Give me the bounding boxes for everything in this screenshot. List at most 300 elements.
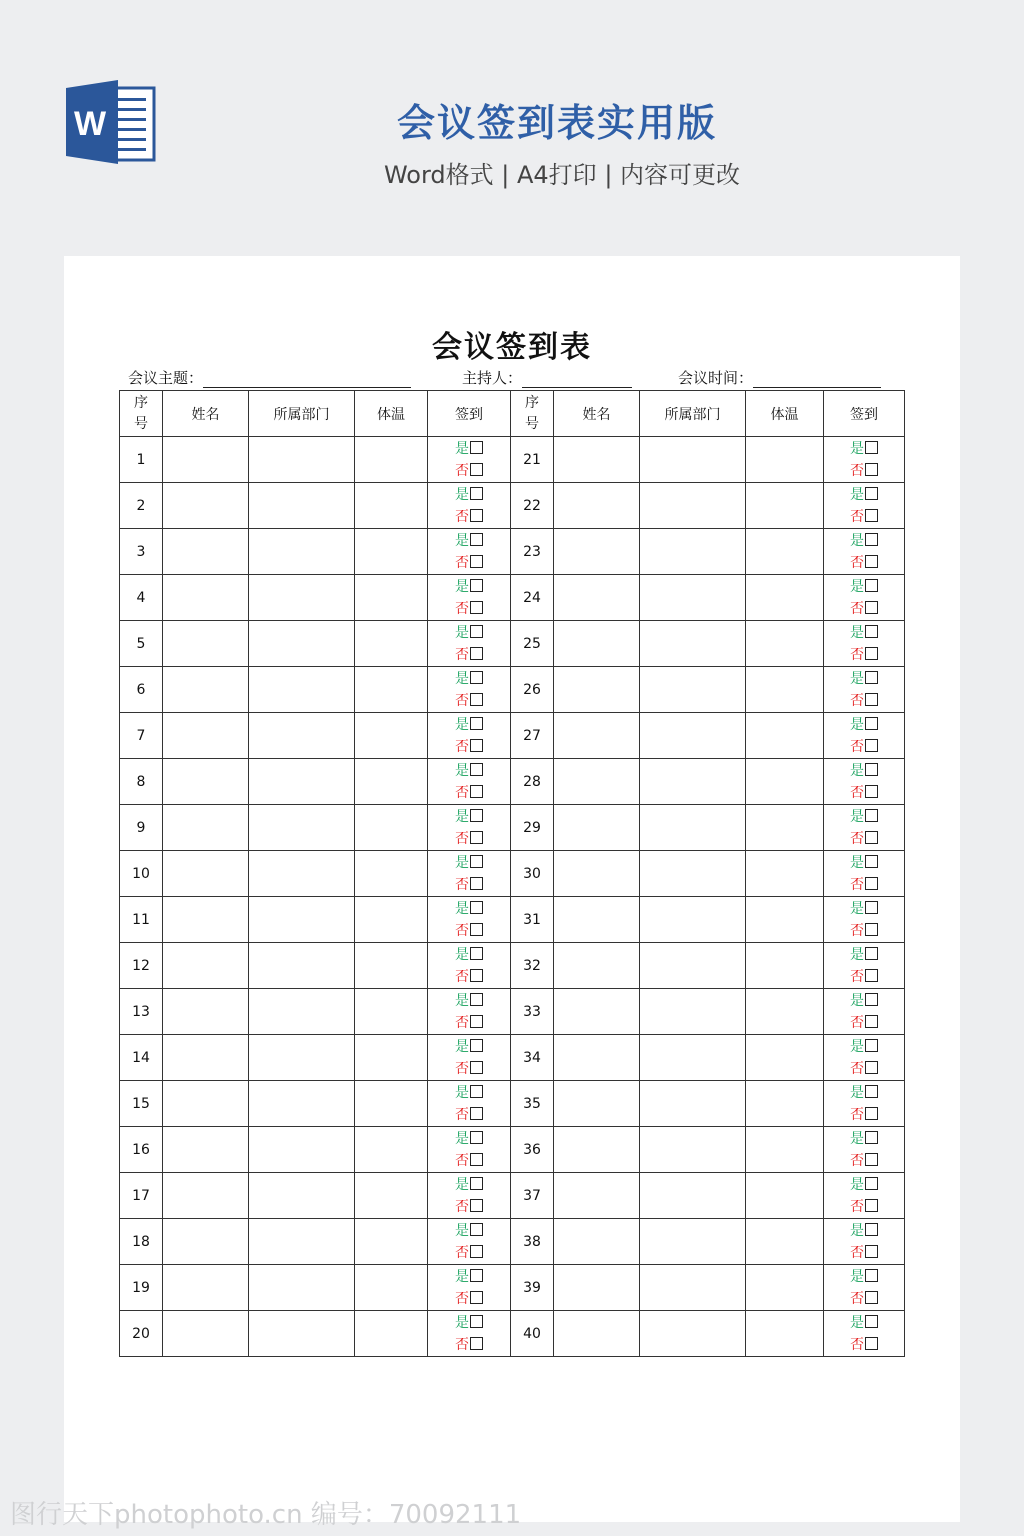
- department-cell[interactable]: [640, 805, 746, 851]
- yes-checkbox[interactable]: [470, 441, 483, 454]
- sign-no-option[interactable]: [428, 598, 510, 620]
- no-checkbox[interactable]: [470, 509, 483, 522]
- sign-no-option[interactable]: [824, 1196, 904, 1218]
- sign-no-option[interactable]: [824, 552, 904, 574]
- department-cell[interactable]: [640, 759, 746, 805]
- sign-no-option[interactable]: [428, 1058, 510, 1080]
- sign-yes-option[interactable]: [824, 806, 904, 828]
- name-cell[interactable]: [163, 1311, 249, 1357]
- sign-yes-option[interactable]: [428, 714, 510, 736]
- temperature-cell[interactable]: [355, 529, 428, 575]
- department-cell[interactable]: [249, 575, 355, 621]
- sign-yes-option[interactable]: [428, 852, 510, 874]
- sign-no-option[interactable]: [428, 782, 510, 804]
- sign-no-option[interactable]: [824, 1104, 904, 1126]
- department-cell[interactable]: [249, 713, 355, 759]
- no-checkbox[interactable]: [865, 923, 878, 936]
- seq-number: 29: [511, 805, 554, 851]
- yes-checkbox[interactable]: [470, 1315, 483, 1328]
- no-checkbox[interactable]: [865, 831, 878, 844]
- name-cell[interactable]: [554, 759, 640, 805]
- yes-checkbox[interactable]: [865, 1085, 878, 1098]
- temperature-cell[interactable]: [355, 713, 428, 759]
- department-cell[interactable]: [640, 897, 746, 943]
- sign-no-option[interactable]: [428, 1150, 510, 1172]
- yes-checkbox[interactable]: [865, 763, 878, 776]
- department-cell[interactable]: [640, 1311, 746, 1357]
- yes-checkbox[interactable]: [865, 1039, 878, 1052]
- sign-no-option[interactable]: [824, 598, 904, 620]
- no-checkbox[interactable]: [865, 1107, 878, 1120]
- yes-checkbox[interactable]: [865, 1177, 878, 1190]
- temperature-cell[interactable]: [355, 483, 428, 529]
- meeting-topic-line[interactable]: [203, 372, 411, 388]
- yes-checkbox[interactable]: [470, 993, 483, 1006]
- temperature-cell[interactable]: [746, 943, 824, 989]
- name-cell[interactable]: [163, 483, 249, 529]
- no-checkbox[interactable]: [865, 509, 878, 522]
- sign-yes-option[interactable]: [428, 622, 510, 644]
- yes-checkbox[interactable]: [865, 993, 878, 1006]
- name-cell[interactable]: [554, 437, 640, 483]
- department-cell[interactable]: [249, 1035, 355, 1081]
- host-field[interactable]: [462, 367, 632, 388]
- department-cell[interactable]: [249, 1219, 355, 1265]
- department-cell[interactable]: [640, 1081, 746, 1127]
- sign-yes-option[interactable]: [428, 1082, 510, 1104]
- name-cell[interactable]: [554, 943, 640, 989]
- yes-checkbox[interactable]: [865, 1223, 878, 1236]
- department-cell[interactable]: [249, 759, 355, 805]
- name-cell[interactable]: [163, 575, 249, 621]
- temperature-cell[interactable]: [746, 1219, 824, 1265]
- no-checkbox[interactable]: [865, 463, 878, 476]
- yes-checkbox[interactable]: [470, 533, 483, 546]
- no-checkbox[interactable]: [470, 463, 483, 476]
- sign-yes-option[interactable]: [428, 1036, 510, 1058]
- sign-no-option[interactable]: [428, 920, 510, 942]
- no-checkbox[interactable]: [470, 1061, 483, 1074]
- sign-yes-option[interactable]: [428, 898, 510, 920]
- temperature-cell[interactable]: [746, 1081, 824, 1127]
- sign-yes-option[interactable]: [428, 1128, 510, 1150]
- yes-checkbox[interactable]: [470, 671, 483, 684]
- yes-label: 是: [455, 1038, 469, 1055]
- sign-no-option[interactable]: [824, 1150, 904, 1172]
- host-label: 主持人：: [462, 369, 523, 387]
- no-checkbox[interactable]: [865, 1337, 878, 1350]
- temperature-cell[interactable]: [746, 989, 824, 1035]
- no-checkbox[interactable]: [470, 1337, 483, 1350]
- temperature-cell[interactable]: [746, 805, 824, 851]
- department-cell[interactable]: [640, 575, 746, 621]
- name-cell[interactable]: [163, 529, 249, 575]
- name-cell[interactable]: [163, 943, 249, 989]
- sign-yes-option[interactable]: [428, 1220, 510, 1242]
- no-checkbox[interactable]: [470, 1153, 483, 1166]
- meeting-time-field[interactable]: [678, 367, 881, 388]
- meeting-topic-field[interactable]: [128, 367, 411, 388]
- sign-yes-option[interactable]: [428, 1174, 510, 1196]
- watermark: 图行天下photophoto.cn 编号：70092111: [10, 1500, 522, 1530]
- temperature-cell[interactable]: [355, 989, 428, 1035]
- name-cell[interactable]: [163, 1035, 249, 1081]
- yes-checkbox[interactable]: [470, 487, 483, 500]
- department-cell[interactable]: [640, 1127, 746, 1173]
- sign-no-option[interactable]: [824, 644, 904, 666]
- temperature-cell[interactable]: [746, 1265, 824, 1311]
- name-cell[interactable]: [163, 713, 249, 759]
- temperature-cell[interactable]: [355, 851, 428, 897]
- yes-checkbox[interactable]: [470, 625, 483, 638]
- sign-yes-option[interactable]: [824, 990, 904, 1012]
- yes-checkbox[interactable]: [470, 947, 483, 960]
- sign-no-option[interactable]: [824, 690, 904, 712]
- no-checkbox[interactable]: [865, 969, 878, 982]
- name-cell[interactable]: [163, 851, 249, 897]
- department-cell[interactable]: [249, 851, 355, 897]
- name-cell[interactable]: [163, 989, 249, 1035]
- yes-label: 是: [850, 1176, 864, 1193]
- no-checkbox[interactable]: [470, 647, 483, 660]
- temperature-cell[interactable]: [355, 1311, 428, 1357]
- sign-yes-option[interactable]: [428, 944, 510, 966]
- no-checkbox[interactable]: [865, 1015, 878, 1028]
- no-checkbox[interactable]: [470, 831, 483, 844]
- name-cell[interactable]: [163, 437, 249, 483]
- sign-no-option[interactable]: [428, 1242, 510, 1264]
- temperature-cell[interactable]: [355, 1219, 428, 1265]
- sign-no-option[interactable]: [428, 736, 510, 758]
- yes-checkbox[interactable]: [470, 809, 483, 822]
- sign-in-cell: [428, 713, 511, 759]
- name-cell[interactable]: [554, 1219, 640, 1265]
- department-cell[interactable]: [640, 483, 746, 529]
- name-cell[interactable]: [554, 575, 640, 621]
- name-cell[interactable]: [554, 851, 640, 897]
- temperature-cell[interactable]: [355, 1173, 428, 1219]
- name-cell[interactable]: [554, 667, 640, 713]
- name-cell[interactable]: [554, 1081, 640, 1127]
- yes-checkbox[interactable]: [470, 1039, 483, 1052]
- department-cell[interactable]: [640, 437, 746, 483]
- name-cell[interactable]: [554, 1173, 640, 1219]
- no-checkbox[interactable]: [470, 923, 483, 936]
- department-cell[interactable]: [640, 529, 746, 575]
- sign-no-option[interactable]: [824, 506, 904, 528]
- yes-checkbox[interactable]: [470, 1177, 483, 1190]
- yes-checkbox[interactable]: [470, 763, 483, 776]
- department-cell[interactable]: [249, 1173, 355, 1219]
- sign-no-option[interactable]: [428, 874, 510, 896]
- sign-yes-option[interactable]: [824, 1220, 904, 1242]
- no-checkbox[interactable]: [865, 601, 878, 614]
- yes-checkbox[interactable]: [865, 1269, 878, 1282]
- yes-checkbox[interactable]: [865, 855, 878, 868]
- temperature-cell[interactable]: [355, 759, 428, 805]
- yes-label: 是: [850, 900, 864, 917]
- temperature-cell[interactable]: [746, 575, 824, 621]
- temperature-cell[interactable]: [355, 667, 428, 713]
- sign-no-option[interactable]: [428, 1104, 510, 1126]
- name-cell[interactable]: [554, 483, 640, 529]
- sign-no-option[interactable]: [428, 690, 510, 712]
- no-checkbox[interactable]: [470, 739, 483, 752]
- sign-yes-option[interactable]: [428, 576, 510, 598]
- department-cell[interactable]: [249, 805, 355, 851]
- yes-checkbox[interactable]: [470, 901, 483, 914]
- name-cell[interactable]: [163, 621, 249, 667]
- sign-no-option[interactable]: [428, 506, 510, 528]
- sign-no-option[interactable]: [428, 1288, 510, 1310]
- department-cell[interactable]: [249, 1127, 355, 1173]
- no-checkbox[interactable]: [470, 1245, 483, 1258]
- sign-no-option[interactable]: [824, 782, 904, 804]
- sign-no-option[interactable]: [824, 920, 904, 942]
- no-checkbox[interactable]: [865, 1153, 878, 1166]
- sign-yes-option[interactable]: [428, 668, 510, 690]
- yes-checkbox[interactable]: [865, 901, 878, 914]
- host-line[interactable]: [522, 372, 632, 388]
- sign-yes-option[interactable]: [428, 530, 510, 552]
- department-cell[interactable]: [249, 943, 355, 989]
- sign-no-option[interactable]: [428, 966, 510, 988]
- temperature-cell[interactable]: [355, 943, 428, 989]
- sign-yes-option[interactable]: [824, 622, 904, 644]
- temperature-cell[interactable]: [355, 1127, 428, 1173]
- sign-yes-option[interactable]: [428, 990, 510, 1012]
- department-cell[interactable]: [640, 943, 746, 989]
- yes-checkbox[interactable]: [470, 855, 483, 868]
- no-checkbox[interactable]: [470, 1291, 483, 1304]
- no-checkbox[interactable]: [865, 1199, 878, 1212]
- no-checkbox[interactable]: [470, 693, 483, 706]
- sign-no-option[interactable]: [824, 966, 904, 988]
- name-cell[interactable]: [554, 1127, 640, 1173]
- sign-yes-option[interactable]: [824, 1128, 904, 1150]
- yes-checkbox[interactable]: [865, 671, 878, 684]
- sign-yes-option[interactable]: [824, 714, 904, 736]
- temperature-cell[interactable]: [746, 759, 824, 805]
- no-checkbox[interactable]: [865, 555, 878, 568]
- no-checkbox[interactable]: [865, 739, 878, 752]
- sign-yes-option[interactable]: [824, 760, 904, 782]
- sign-no-option[interactable]: [428, 1334, 510, 1356]
- department-cell[interactable]: [249, 1081, 355, 1127]
- sign-yes-option[interactable]: [824, 852, 904, 874]
- department-cell[interactable]: [640, 1219, 746, 1265]
- yes-checkbox[interactable]: [865, 533, 878, 546]
- sign-yes-option[interactable]: [824, 530, 904, 552]
- sign-yes-option[interactable]: [824, 1312, 904, 1334]
- header-name-right: 姓名: [554, 391, 640, 437]
- department-cell[interactable]: [249, 989, 355, 1035]
- sign-no-option[interactable]: [824, 874, 904, 896]
- temperature-cell[interactable]: [746, 1035, 824, 1081]
- yes-checkbox[interactable]: [865, 947, 878, 960]
- department-cell[interactable]: [640, 989, 746, 1035]
- sign-no-option[interactable]: [824, 1058, 904, 1080]
- yes-checkbox[interactable]: [470, 717, 483, 730]
- department-cell[interactable]: [640, 851, 746, 897]
- sign-no-option[interactable]: [428, 828, 510, 850]
- department-cell[interactable]: [249, 1265, 355, 1311]
- sign-no-option[interactable]: [824, 460, 904, 482]
- sign-yes-option[interactable]: [428, 484, 510, 506]
- department-cell[interactable]: [249, 667, 355, 713]
- department-cell[interactable]: [640, 667, 746, 713]
- temperature-cell[interactable]: [355, 437, 428, 483]
- name-cell[interactable]: [163, 1127, 249, 1173]
- temperature-cell[interactable]: [746, 1173, 824, 1219]
- name-cell[interactable]: [163, 1219, 249, 1265]
- name-cell[interactable]: [554, 805, 640, 851]
- yes-checkbox[interactable]: [865, 579, 878, 592]
- no-checkbox[interactable]: [865, 1291, 878, 1304]
- table-row: [120, 805, 905, 851]
- sign-yes-option[interactable]: [824, 668, 904, 690]
- sign-yes-option[interactable]: [428, 1312, 510, 1334]
- sign-in-cell: [824, 759, 905, 805]
- sign-no-option[interactable]: [428, 552, 510, 574]
- sign-no-option[interactable]: [824, 1288, 904, 1310]
- name-cell[interactable]: [163, 1265, 249, 1311]
- name-cell[interactable]: [554, 713, 640, 759]
- temperature-cell[interactable]: [746, 851, 824, 897]
- temperature-cell[interactable]: [355, 1081, 428, 1127]
- sign-yes-option[interactable]: [428, 806, 510, 828]
- sign-yes-option[interactable]: [824, 1174, 904, 1196]
- no-checkbox[interactable]: [865, 877, 878, 890]
- department-cell[interactable]: [640, 1265, 746, 1311]
- department-cell[interactable]: [640, 1035, 746, 1081]
- sign-no-option[interactable]: [428, 1012, 510, 1034]
- sign-yes-option[interactable]: [824, 944, 904, 966]
- temperature-cell[interactable]: [746, 529, 824, 575]
- seq-number: 2: [120, 483, 163, 529]
- temperature-cell[interactable]: [355, 621, 428, 667]
- name-cell[interactable]: [163, 897, 249, 943]
- yes-checkbox[interactable]: [470, 1085, 483, 1098]
- temperature-cell[interactable]: [746, 1127, 824, 1173]
- temperature-cell[interactable]: [746, 713, 824, 759]
- no-checkbox[interactable]: [470, 1199, 483, 1212]
- temperature-cell[interactable]: [355, 1035, 428, 1081]
- sign-no-option[interactable]: [824, 736, 904, 758]
- department-cell[interactable]: [249, 437, 355, 483]
- no-checkbox[interactable]: [470, 601, 483, 614]
- no-checkbox[interactable]: [865, 1245, 878, 1258]
- sign-yes-option[interactable]: [824, 1036, 904, 1058]
- department-cell[interactable]: [249, 897, 355, 943]
- temperature-cell[interactable]: [746, 1311, 824, 1357]
- yes-checkbox[interactable]: [865, 441, 878, 454]
- department-cell[interactable]: [640, 713, 746, 759]
- no-checkbox[interactable]: [865, 785, 878, 798]
- yes-checkbox[interactable]: [865, 809, 878, 822]
- name-cell[interactable]: [163, 759, 249, 805]
- name-cell[interactable]: [554, 989, 640, 1035]
- no-checkbox[interactable]: [470, 877, 483, 890]
- no-checkbox[interactable]: [470, 1107, 483, 1120]
- temperature-cell[interactable]: [355, 897, 428, 943]
- sign-no-option[interactable]: [824, 1242, 904, 1264]
- temperature-cell[interactable]: [746, 667, 824, 713]
- sign-no-option[interactable]: [824, 828, 904, 850]
- no-checkbox[interactable]: [470, 785, 483, 798]
- temperature-cell[interactable]: [746, 897, 824, 943]
- department-cell[interactable]: [249, 621, 355, 667]
- sign-yes-option[interactable]: [428, 438, 510, 460]
- name-cell[interactable]: [163, 1081, 249, 1127]
- name-cell[interactable]: [554, 1311, 640, 1357]
- yes-checkbox[interactable]: [865, 1315, 878, 1328]
- yes-checkbox[interactable]: [865, 1131, 878, 1144]
- sign-no-option[interactable]: [428, 644, 510, 666]
- temperature-cell[interactable]: [746, 621, 824, 667]
- temperature-cell[interactable]: [355, 1265, 428, 1311]
- name-cell[interactable]: [554, 1265, 640, 1311]
- temperature-cell[interactable]: [746, 483, 824, 529]
- yes-checkbox[interactable]: [470, 1131, 483, 1144]
- department-cell[interactable]: [249, 529, 355, 575]
- temperature-cell[interactable]: [746, 437, 824, 483]
- no-checkbox[interactable]: [470, 1015, 483, 1028]
- seq-number: 15: [120, 1081, 163, 1127]
- no-checkbox[interactable]: [470, 555, 483, 568]
- department-cell[interactable]: [249, 483, 355, 529]
- no-checkbox[interactable]: [865, 647, 878, 660]
- sign-yes-option[interactable]: [428, 760, 510, 782]
- temperature-cell[interactable]: [355, 805, 428, 851]
- temperature-cell[interactable]: [355, 575, 428, 621]
- name-cell[interactable]: [554, 897, 640, 943]
- sign-yes-option[interactable]: [824, 484, 904, 506]
- sign-no-option[interactable]: [824, 1012, 904, 1034]
- name-cell[interactable]: [554, 529, 640, 575]
- yes-checkbox[interactable]: [865, 625, 878, 638]
- no-checkbox[interactable]: [865, 693, 878, 706]
- name-cell[interactable]: [554, 621, 640, 667]
- sign-no-option[interactable]: [428, 460, 510, 482]
- sign-yes-option[interactable]: [824, 898, 904, 920]
- sign-yes-option[interactable]: [824, 576, 904, 598]
- name-cell[interactable]: [163, 805, 249, 851]
- no-checkbox[interactable]: [865, 1061, 878, 1074]
- sign-yes-option[interactable]: [824, 1082, 904, 1104]
- no-checkbox[interactable]: [470, 969, 483, 982]
- yes-checkbox[interactable]: [865, 487, 878, 500]
- sign-no-option[interactable]: [428, 1196, 510, 1218]
- meeting-time-line[interactable]: [753, 372, 881, 388]
- sign-in-cell: [824, 851, 905, 897]
- name-cell[interactable]: [554, 1035, 640, 1081]
- yes-checkbox[interactable]: [865, 717, 878, 730]
- yes-checkbox[interactable]: [470, 1223, 483, 1236]
- sign-yes-option[interactable]: [428, 1266, 510, 1288]
- department-cell[interactable]: [640, 621, 746, 667]
- yes-label: 是: [455, 762, 469, 779]
- name-cell[interactable]: [163, 1173, 249, 1219]
- yes-checkbox[interactable]: [470, 1269, 483, 1282]
- department-cell[interactable]: [249, 1311, 355, 1357]
- sign-no-option[interactable]: [824, 1334, 904, 1356]
- yes-checkbox[interactable]: [470, 579, 483, 592]
- sign-yes-option[interactable]: [824, 1266, 904, 1288]
- sign-yes-option[interactable]: [824, 438, 904, 460]
- department-cell[interactable]: [640, 1173, 746, 1219]
- name-cell[interactable]: [163, 667, 249, 713]
